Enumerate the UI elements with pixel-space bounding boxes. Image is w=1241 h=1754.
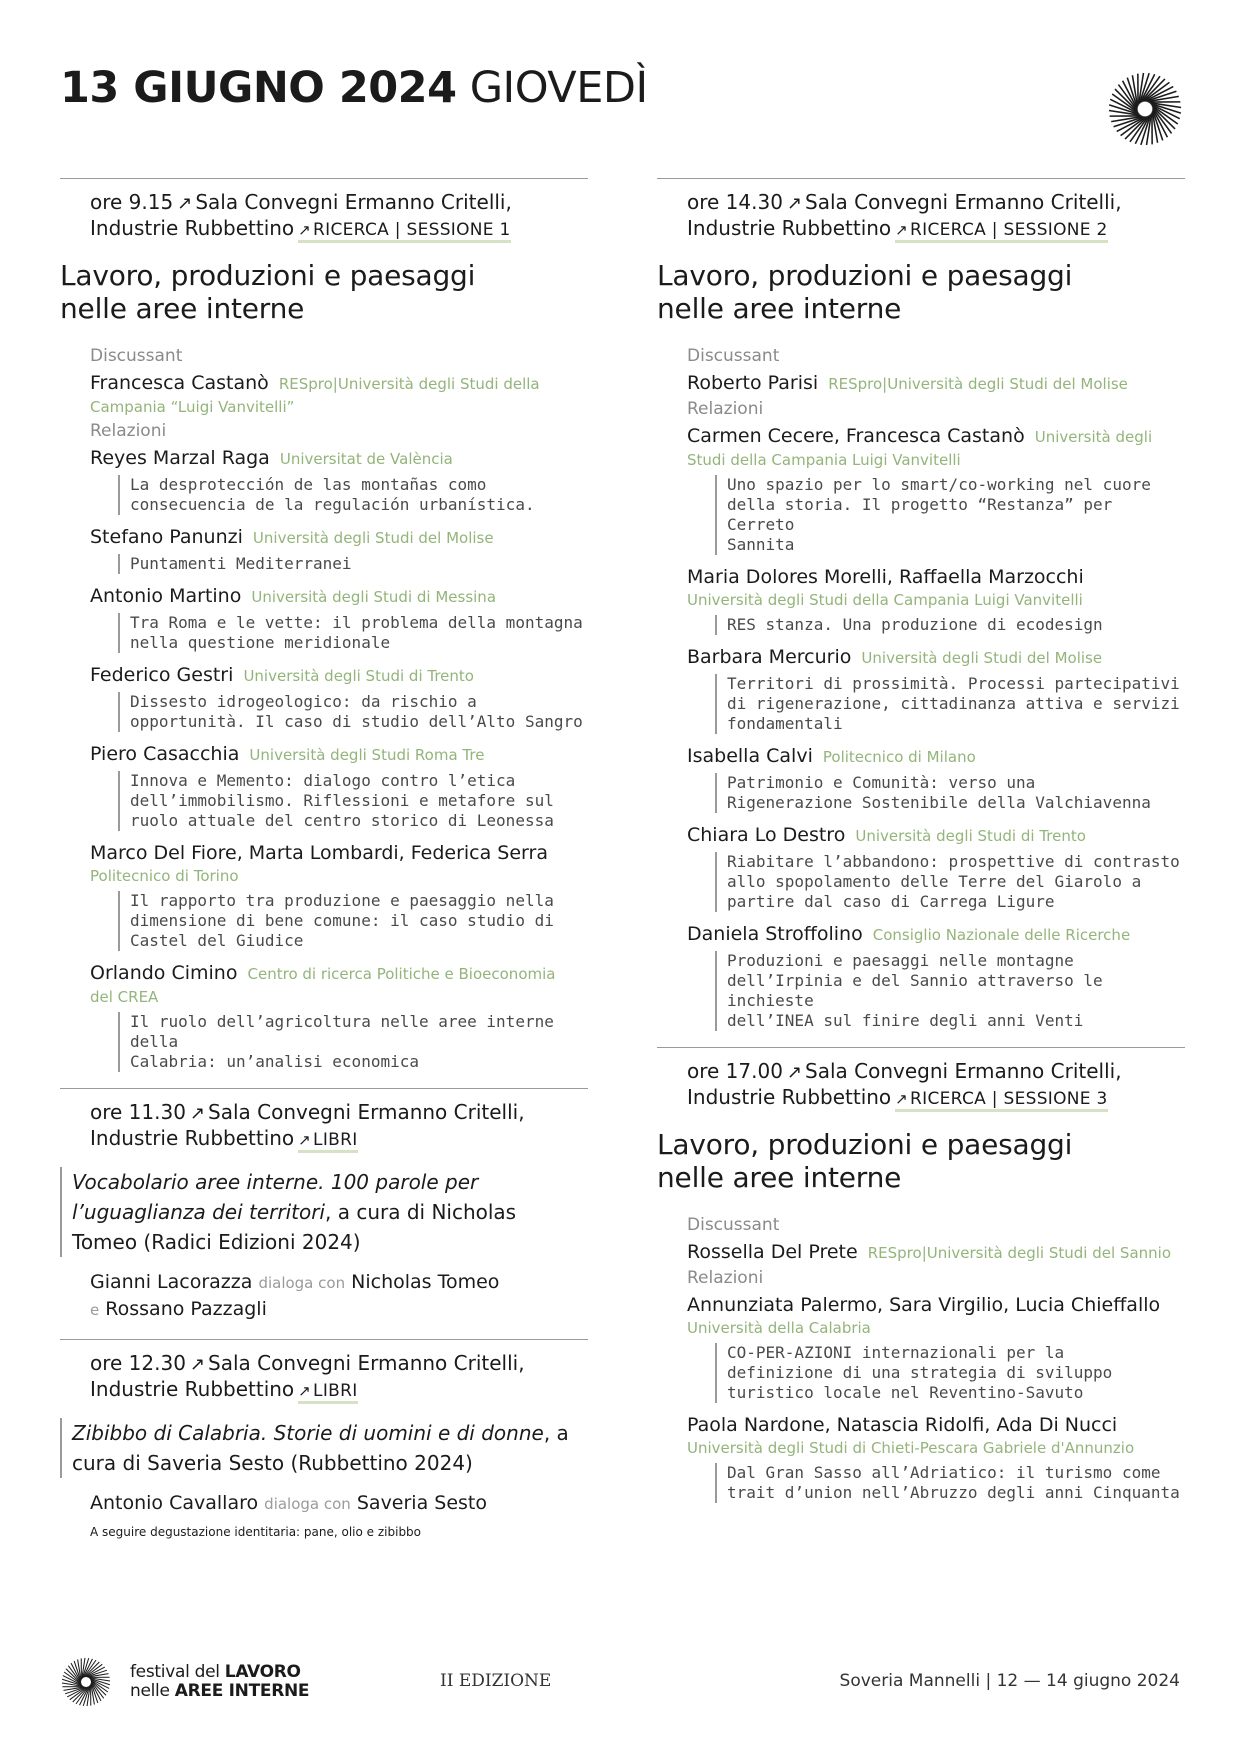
talk-line: Sannita <box>727 535 795 554</box>
event-time: ore 12.30 <box>90 1351 186 1375</box>
event-venue-2: Industrie Rubbettino <box>90 1377 295 1401</box>
event-time: ore 9.15 <box>90 190 174 214</box>
event-venue-2: Industrie Rubbettino <box>90 216 295 240</box>
brand-text: nelle <box>130 1681 170 1701</box>
talk-line: RES stanza. Una produzione di ecodesign <box>727 615 1103 634</box>
affiliation: Politecnico di Milano <box>822 748 976 766</box>
affiliation: Università degli Studi di Trento <box>855 827 1086 845</box>
speaker <box>60 446 588 471</box>
speaker <box>657 744 1185 769</box>
talk-line: dell’immobilismo. Riflessioni e metafore sul <box>130 791 554 810</box>
talk-line: Uno spazio per lo smart/co-working nel cuore <box>727 475 1151 494</box>
affiliation: Università degli <box>1034 428 1153 446</box>
talk-line: dimensione di bene comune: il caso studio di <box>130 911 554 930</box>
book-text: , a cura di Nicholas <box>325 1200 517 1224</box>
affiliation: Consiglio Nazionale delle Ricerche <box>872 926 1131 944</box>
talk-line: CO-PER-AZIONI internazionali per la <box>727 1343 1065 1362</box>
book-text: , a <box>543 1421 569 1445</box>
date-bold: 13 GIUGNO 2024 <box>60 63 457 113</box>
discussant-label: Discussant <box>687 1215 780 1235</box>
person-name: Orlando Cimino <box>90 962 238 984</box>
speaker <box>60 525 588 550</box>
event-tag <box>895 220 1108 243</box>
talk-title <box>715 951 1185 1031</box>
dialogue <box>60 1490 588 1517</box>
arrow-icon: ↗ <box>786 1062 803 1083</box>
event-venue: Sala Convegni Ermanno Critelli, <box>805 190 1122 214</box>
person-name: Antonio Cavallaro <box>90 1492 259 1514</box>
affiliation: Università degli Studi di Trento <box>243 667 474 685</box>
book-title <box>60 1167 588 1257</box>
speaker <box>657 823 1185 848</box>
affiliation: Università degli Studi di Chieti-Pescara Gabriele d'Annunzio <box>687 1439 1135 1457</box>
event-tag-label: LIBRI <box>313 1130 358 1150</box>
arrow-icon: ↗ <box>895 1090 909 1108</box>
talk-title <box>118 891 588 951</box>
talk-line: dell’Irpinia e del Sannio attraverso le inchieste <box>727 971 1103 1010</box>
event-tag-label: RICERCA | SESSIONE 3 <box>910 1089 1108 1109</box>
affiliation: RESpro|Università degli Studi del Sannio <box>867 1244 1171 1262</box>
talk-line: consecuencia de la regulación urbanística. <box>130 495 535 514</box>
book-italic: l’uguaglianza dei territori <box>72 1200 325 1224</box>
event-session-1 <box>60 178 588 1072</box>
event-venue: Sala Convegni Ermanno Critelli, <box>208 1100 525 1124</box>
relazioni-label: Relazioni <box>687 399 764 419</box>
talk-line: Produzioni e paesaggi nelle montagne <box>727 951 1074 970</box>
talk-title <box>118 771 588 831</box>
person-name: Saveria Sesto <box>356 1492 487 1514</box>
person-name: Carmen Cecere, Francesca Castanò <box>687 425 1025 447</box>
affiliation: Università degli Studi della Campania Luigi Vanvitelli <box>687 591 1083 609</box>
brand-wordmark <box>130 1663 309 1701</box>
event-venue-2: Industrie Rubbettino <box>90 1126 295 1150</box>
place-date: Soveria Mannelli | 12 — 14 giugno 2024 <box>839 1671 1180 1691</box>
talk-title <box>118 554 588 574</box>
person-name: Reyes Marzal Raga <box>90 447 270 469</box>
person-name: Gianni Lacorazza <box>90 1271 253 1293</box>
person-name: Maria Dolores Morelli, Raffaella Marzocchi <box>687 566 1084 588</box>
talk-line: nella questione meridionale <box>130 633 391 652</box>
event-title-line: nelle aree interne <box>657 1161 902 1194</box>
discussant-label: Discussant <box>90 346 183 366</box>
event-tag <box>298 220 511 243</box>
talk-line: Rigenerazione Sostenibile della Valchiavenna <box>727 793 1151 812</box>
talk-line: turistico locale nel Reventino-Savuto <box>727 1383 1084 1402</box>
talk-line: Calabria: un’analisi economica <box>130 1052 419 1071</box>
relazioni-label: Relazioni <box>687 1268 764 1288</box>
talk-line: della storia. Il progetto “Restanza” per Cerreto <box>727 495 1113 534</box>
speaker <box>60 742 588 767</box>
talk-title <box>118 1012 588 1072</box>
speaker <box>657 1413 1185 1459</box>
speaker <box>60 841 588 887</box>
connector: dialoga con <box>258 1274 346 1292</box>
event-title-line: nelle aree interne <box>60 292 305 325</box>
talk-line: definizione di una strategia di sviluppo <box>727 1363 1113 1382</box>
page-header <box>60 58 1180 118</box>
event-when <box>657 1059 1185 1112</box>
speaker <box>657 424 1185 471</box>
event-time: ore 11.30 <box>90 1100 186 1124</box>
talk-line: fondamentali <box>727 714 843 733</box>
speaker <box>657 565 1185 611</box>
speaker <box>60 584 588 609</box>
person-name: Paola Nardone, Natascia Ridolfi, Ada Di Nucci <box>687 1414 1118 1436</box>
affiliation: Studi della Campania Luigi Vanvitelli <box>687 451 961 469</box>
event-tag <box>298 1130 357 1153</box>
arrow-icon: ↗ <box>189 1354 206 1375</box>
edition-label: II EDIZIONE <box>440 1671 552 1691</box>
event-title-line: Lavoro, produzioni e paesaggi <box>657 1128 1073 1161</box>
event-title <box>60 259 588 325</box>
affiliation: Università degli Studi Roma Tre <box>249 746 485 764</box>
person-name: Antonio Martino <box>90 585 242 607</box>
affiliation: RESpro|Università degli Studi del Molise <box>828 375 1128 393</box>
person-name: Barbara Mercurio <box>687 646 852 668</box>
arrow-icon: ↗ <box>786 193 803 214</box>
arrow-icon: ↗ <box>895 221 909 239</box>
book-text: Tomeo (Radici Edizioni 2024) <box>72 1230 361 1254</box>
event-session-2 <box>657 178 1185 1031</box>
talk-line: allo spopolamento delle Terre del Giarolo a <box>727 872 1142 891</box>
arrow-icon: ↗ <box>298 1382 312 1400</box>
talk-line: Innova e Memento: dialogo contro l’etica <box>130 771 516 790</box>
talk-line: Il ruolo dell’agricoltura nelle aree interne della <box>130 1012 554 1051</box>
event-book-2 <box>60 1339 588 1541</box>
page-title <box>60 58 1180 118</box>
speaker <box>60 663 588 688</box>
affiliation: RESpro|Università degli Studi della <box>278 375 540 393</box>
talk-title <box>118 692 588 732</box>
book-italic: Zibibbo di Calabria. Storie di uomini e di donne <box>72 1421 544 1445</box>
event-venue: Sala Convegni Ermanno Critelli, <box>195 190 512 214</box>
speaker <box>657 645 1185 670</box>
talk-line: dell’INEA sul finire degli anni Venti <box>727 1011 1084 1030</box>
book-italic: Vocabolario aree interne. 100 parole per <box>72 1170 479 1194</box>
event-session-3 <box>657 1047 1185 1503</box>
talk-title <box>715 773 1185 813</box>
event-tag-label: LIBRI <box>313 1381 358 1401</box>
dialogue <box>60 1269 588 1323</box>
event-title-line: Lavoro, produzioni e paesaggi <box>657 259 1073 292</box>
talk-line: Territori di prossimità. Processi partecipativi <box>727 674 1180 693</box>
event-when <box>657 190 1185 243</box>
talk-title <box>715 615 1185 635</box>
talk-line: Puntamenti Mediterranei <box>130 554 352 573</box>
person-name: Stefano Panunzi <box>90 526 243 548</box>
person-name: Nicholas Tomeo <box>351 1271 500 1293</box>
talk-line: trait d’union nell’Abruzzo degli anni Cinquanta <box>727 1483 1180 1502</box>
event-venue: Sala Convegni Ermanno Critelli, <box>805 1059 1122 1083</box>
arrow-icon: ↗ <box>298 1131 312 1149</box>
event-tag <box>895 1089 1108 1112</box>
talk-title <box>715 674 1185 734</box>
person-name: Piero Casacchia <box>90 743 240 765</box>
talk-line: Castel del Giudice <box>130 931 304 950</box>
event-venue: Sala Convegni Ermanno Critelli, <box>208 1351 525 1375</box>
person-name: Francesca Castanò <box>90 372 269 394</box>
speaker <box>657 922 1185 947</box>
speaker <box>657 1293 1185 1339</box>
person-name: Federico Gestri <box>90 664 234 686</box>
person-name: Marco Del Fiore, Marta Lombardi, Federica Serra <box>90 842 548 864</box>
festival-logo-icon <box>1106 70 1184 148</box>
arrow-icon: ↗ <box>189 1103 206 1124</box>
discussant <box>60 371 588 418</box>
affiliation: Politecnico di Torino <box>90 867 239 885</box>
affiliation: Università della Calabria <box>687 1319 871 1337</box>
affiliation: Universitat de València <box>279 450 453 468</box>
event-time: ore 14.30 <box>687 190 783 214</box>
talk-line: di rigenerazione, cittadinanza attiva e servizi <box>727 694 1180 713</box>
affiliation: Centro di ricerca Politiche e Bioeconomia <box>247 965 556 983</box>
talk-line: ruolo attuale del centro storico di Leonessa <box>130 811 554 830</box>
event-when <box>60 1100 588 1153</box>
talk-line: Il rapporto tra produzione e paesaggio nella <box>130 891 554 910</box>
event-title <box>657 259 1185 325</box>
talk-line: partire dal caso di Carrega Ligure <box>727 892 1055 911</box>
discussant <box>657 371 1185 396</box>
connector: dialoga con <box>264 1495 351 1513</box>
event-venue-2: Industrie Rubbettino <box>687 1085 892 1109</box>
talk-line: opportunità. Il caso di studio dell’Alto Sangro <box>130 712 583 731</box>
book-title <box>60 1418 588 1478</box>
arrow-icon: ↗ <box>298 221 312 239</box>
event-book-1 <box>60 1088 588 1323</box>
person-name: Roberto Parisi <box>687 372 819 394</box>
talk-line: Tra Roma e le vette: il problema della montagna <box>130 613 583 632</box>
talk-title <box>715 475 1185 555</box>
right-column <box>657 178 1185 1519</box>
book-text: cura di Saveria Sesto (Rubbettino 2024) <box>72 1451 473 1475</box>
talk-line: La desprotección de las montañas como <box>130 475 487 494</box>
discussant <box>657 1240 1185 1265</box>
arrow-icon: ↗ <box>177 193 193 214</box>
event-title-line: nelle aree interne <box>657 292 902 325</box>
date-day: GIOVEDÌ <box>469 63 648 113</box>
event-title <box>657 1128 1185 1194</box>
affiliation: Università degli Studi del Molise <box>861 649 1103 667</box>
talk-title <box>715 1463 1185 1503</box>
brand-text-bold: AREE INTERNE <box>174 1681 310 1701</box>
affiliation: Campania “Luigi Vanvitelli” <box>90 398 295 416</box>
event-tag <box>298 1381 357 1404</box>
left-column <box>60 178 588 1557</box>
event-note: A seguire degustazione identitaria: pane, olio e zibibbo <box>90 1525 422 1539</box>
brand-text: festival del <box>130 1662 220 1682</box>
affiliation: Università degli Studi del Molise <box>252 529 494 547</box>
relazioni-label: Relazioni <box>90 421 167 441</box>
person-name: Rossano Pazzagli <box>105 1298 267 1320</box>
page-footer <box>60 1653 1180 1711</box>
event-venue-2: Industrie Rubbettino <box>687 216 892 240</box>
person-name: Annunziata Palermo, Sara Virgilio, Lucia Chieffallo <box>687 1294 1161 1316</box>
talk-title <box>715 852 1185 912</box>
person-name: Isabella Calvi <box>687 745 813 767</box>
person-name: Rossella Del Prete <box>687 1241 858 1263</box>
discussant-label: Discussant <box>687 346 780 366</box>
person-name: Daniela Stroffolino <box>687 923 863 945</box>
event-tag-label: RICERCA | SESSIONE 2 <box>910 220 1108 240</box>
event-title-line: Lavoro, produzioni e paesaggi <box>60 259 476 292</box>
talk-title <box>118 613 588 653</box>
event-when <box>60 1351 588 1404</box>
festival-logo-icon <box>60 1656 112 1708</box>
talk-line: Patrimonio e Comunità: verso una <box>727 773 1036 792</box>
talk-line: Dissesto idrogeologico: da rischio a <box>130 692 477 711</box>
speaker <box>60 961 588 1008</box>
brand-text-bold: LAVORO <box>224 1662 301 1682</box>
affiliation: del CREA <box>90 988 159 1006</box>
talk-title <box>118 475 588 515</box>
event-time: ore 17.00 <box>687 1059 783 1083</box>
talk-line: Dal Gran Sasso all’Adriatico: il turismo come <box>727 1463 1161 1482</box>
affiliation: Università degli Studi di Messina <box>251 588 497 606</box>
event-when <box>60 190 588 243</box>
connector: e <box>90 1301 100 1319</box>
event-tag-label: RICERCA | SESSIONE 1 <box>313 220 511 240</box>
talk-line: Riabitare l’abbandono: prospettive di contrasto <box>727 852 1180 871</box>
talk-title <box>715 1343 1185 1403</box>
person-name: Chiara Lo Destro <box>687 824 846 846</box>
